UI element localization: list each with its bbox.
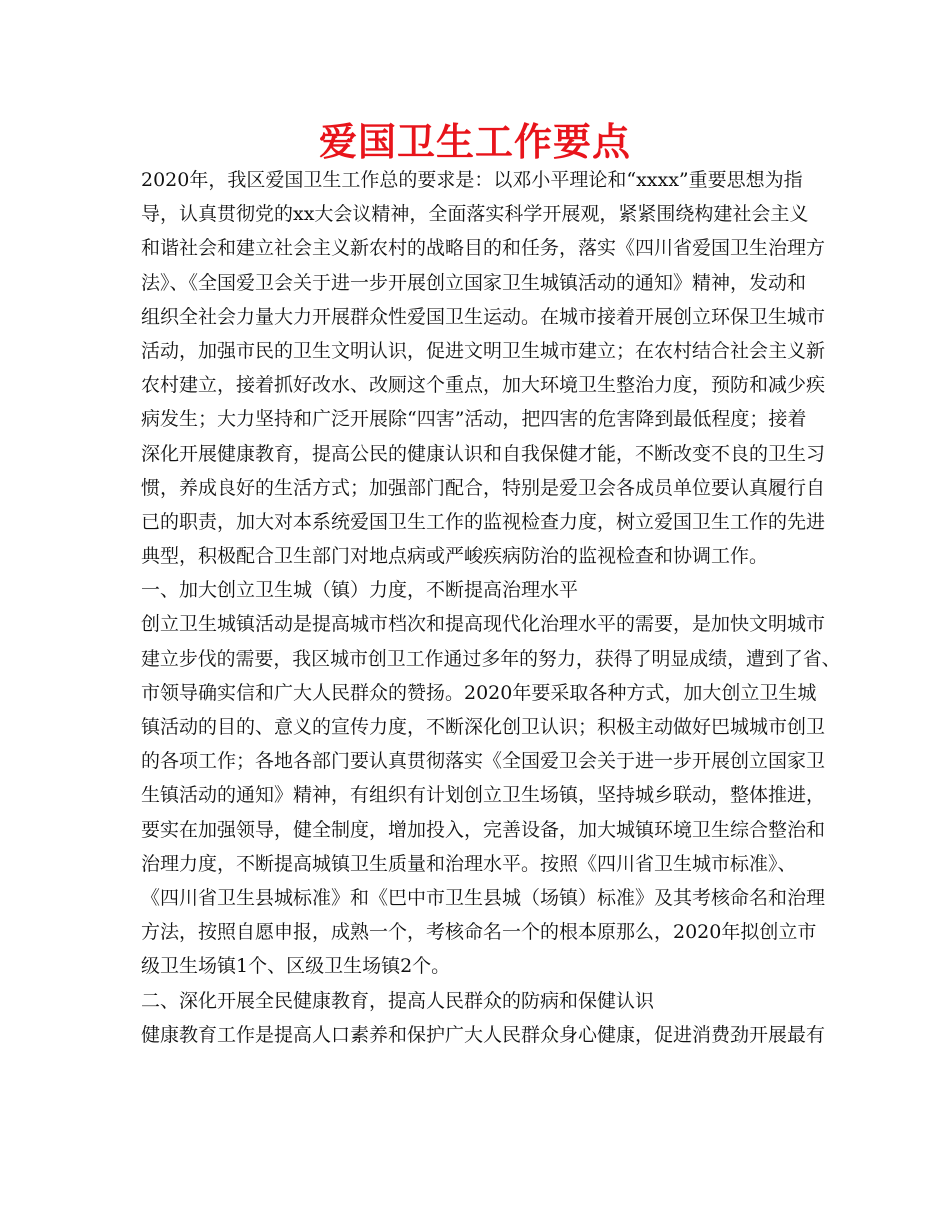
document-title: 爱国卫生工作要点 [318, 120, 631, 164]
text-line: 2020年，我区爱国卫生工作总的要求是：以邓小平理论和“xxxx”重要思想为指 [141, 169, 803, 191]
text-line: 惯，养成良好的生活方式；加强部门配合，特别是爱卫会各成员单位要认真履行自 [141, 476, 826, 499]
text-line: 方法，按照自愿申报，成熟一个，考核命名一个的根本原那么，2020年拟创立市 [141, 921, 817, 944]
text-line: 组织全社会力量大力开展群众性爱国卫生运动。在城市接着开展创立环保卫生城市 [141, 305, 826, 328]
text-line: 病发生；大力坚持和广泛开展除“四害”活动，把四害的危害降到最低程度；接着 [141, 408, 807, 431]
text-line: 已的职责，加大对本系统爱国卫生工作的监视检查力度，树立爱国卫生工作的先进 [141, 510, 826, 533]
text-line: 活动，加强市民的卫生文明认识，促进文明卫生城市建立；在农村结合社会主义新 [141, 339, 826, 362]
text-line: 《四川省卫生县城标准》和《巴中市卫生县城（场镇）标准》及其考核命名和治理 [141, 886, 826, 909]
text-line: 镇活动的目的、意义的宣传力度，不断深化创卫认识；积极主动做好巴城城市创卫 [141, 716, 826, 738]
text-line: 建立步伐的需要，我区城市创卫工作通过多年的努力，获得了明显成绩，遭到了省、 [141, 647, 841, 670]
text-line: 要实在加强领导，健全制度，增加投入，完善设备，加大城镇环境卫生综合整治和 [141, 818, 826, 841]
text-line: 典型，积极配合卫生部门对地点病或严峻疾病防治的监视检查和协调工作。 [141, 545, 769, 568]
text-line: 生镇活动的通知》精神，有组织有计划创立卫生场镇，坚持城乡联动，整体推进， [141, 784, 826, 807]
text-line: 一、加大创立卫生城（镇）力度，不断提高治理水平 [141, 579, 579, 602]
text-line: 市领导确实信和广大人民群众的赞扬。2020年要采取各种方式，加大创立卫生城 [141, 681, 817, 704]
text-line: 导，认真贯彻党的xx大会议精神，全面落实科学开展观，紧紧围绕构建社会主义 [141, 203, 809, 226]
document-body [141, 163, 841, 1052]
text-line: 二、深化开展全民健康教育，提高人民群众的防病和保健认识 [141, 989, 655, 1012]
text-line: 法》、《全国爱卫会关于进一步开展创立国家卫生城镇活动的通知》精神，发动和 [141, 271, 807, 294]
text-line: 健康教育工作是提高人口素养和保护广大人民群众身心健康，促进消费劲开展最有 [141, 1023, 826, 1046]
text-line: 和谐社会和建立社会主义新农村的战略目的和任务，落实《四川省爱国卫生治理方 [141, 237, 826, 260]
text-line: 治理力度，不断提高城镇卫生质量和治理水平。按照《四川省卫生城市标准》、 [141, 852, 797, 875]
text-line: 农村建立，接着抓好改水、改厕这个重点，加大环境卫生整治力度，预防和减少疾 [141, 374, 826, 397]
text-line: 的各项工作；各地各部门要认真贯彻落实《全国爱卫会关于进一步开展创立国家卫 [141, 750, 826, 773]
text-line: 级卫生场镇1个、区级卫生场镇2个。 [141, 955, 451, 978]
text-line: 深化开展健康教育，提高公民的健康认识和自我保健才能，不断改变不良的卫生习 [141, 442, 826, 465]
text-line: 创立卫生城镇活动是提高城市档次和提高现代化治理水平的需要，是加快文明城市 [141, 613, 826, 636]
